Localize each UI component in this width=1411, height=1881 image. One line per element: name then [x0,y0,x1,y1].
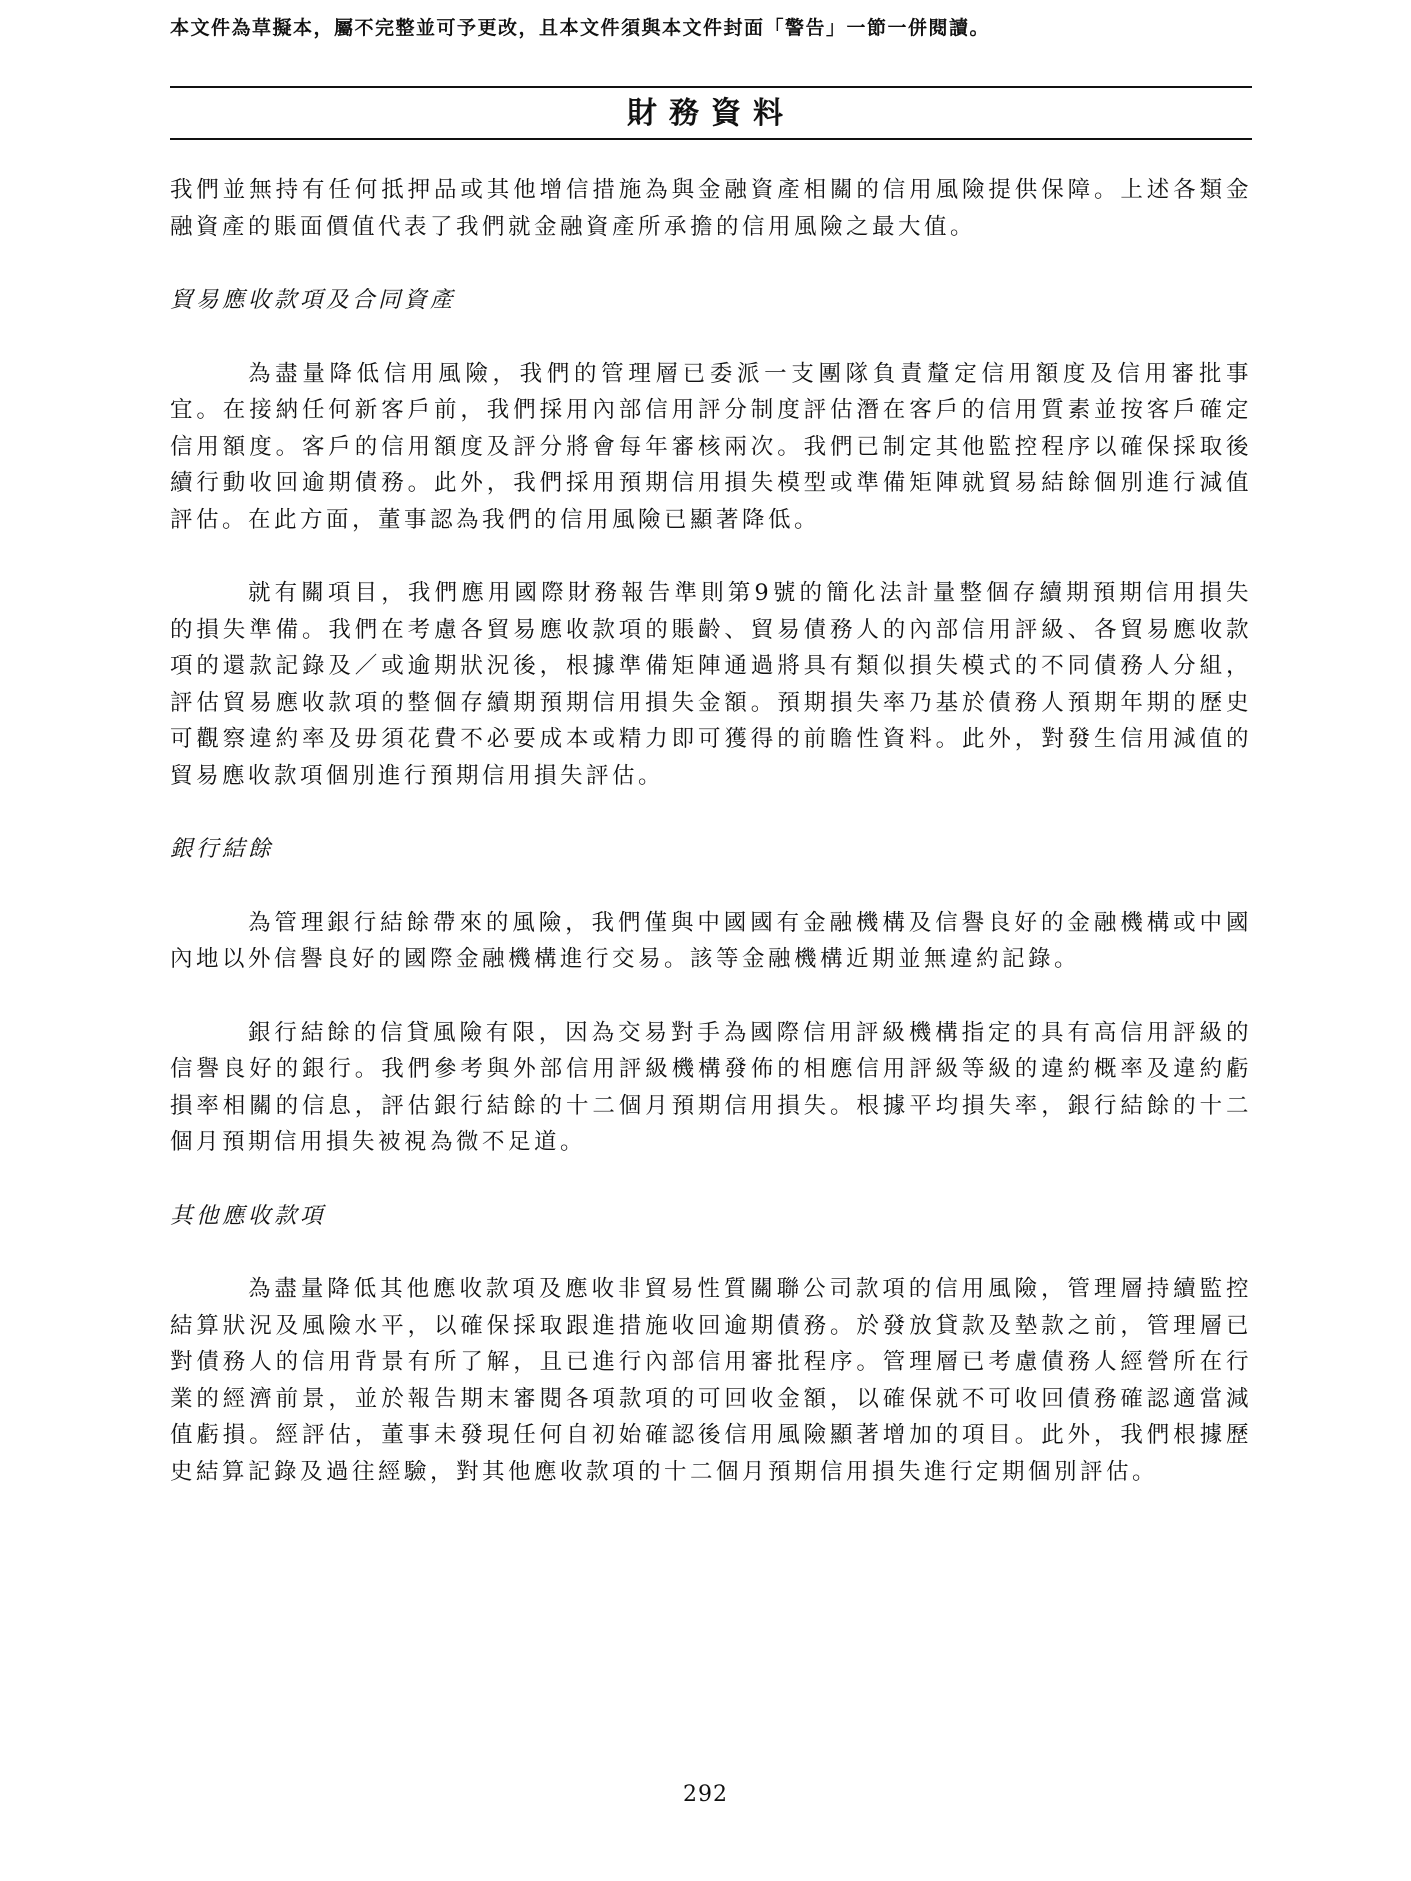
bank-balances-paragraph-2: 銀行結餘的信貸風險有限，因為交易對手為國際信用評級機構指定的具有高信用評級的信譽良好的銀行。我們參考與外部信用評級機構發佈的相應信用評級等級的違約概率及違約虧損率相關的信息，評估銀行結餘的十二個月預期信用損失。根據平均損失率，銀行結餘的十二個月預期信用損失被視為微不足道。 [170,1019,1252,1155]
trade-receivables-paragraph-2: 就有關項目，我們應用國際財務報告準則第9號的簡化法計量整個存續期預期信用損失的損失準備。我們在考慮各貿易應收款項的賬齡、貿易債務人的內部信用評級、各貿易應收款項的還款記錄及／或逾期狀況後，根據準備矩陣通過將具有類似損失模式的不同債務人分組，評估貿易應收款項的整個存續期預期信用損失金額。預期損失率乃基於債務人預期年期的歷史可觀察違約率及毋須花費不必要成本或精力即可獲得的前瞻性資料。此外，對發生信用減值的貿易應收款項個別進行預期信用損失評估。 [170,580,1252,789]
trade-receivables-paragraph-1: 為盡量降低信用風險，我們的管理層已委派一支團隊負責釐定信用額度及信用審批事宜。在接納任何新客戶前，我們採用內部信用評分制度評估潛在客戶的信用質素並按客戶確定信用額度。客戶的信用額度及評分將會每年審核兩次。我們已制定其他監控程序以確保採取後續行動收回逾期債務。此外，我們採用預期信用損失模型或準備矩陣就貿易結餘個別進行減值評估。在此方面，董事認為我們的信用風險已顯著降低。 [170,360,1252,533]
section-heading-bank-balances: 銀行結餘 [170,836,275,862]
title-rule-bottom [170,138,1252,140]
document-body [170,172,1252,1527]
bank-balances-paragraph-1: 為管理銀行結餘帶來的風險，我們僅與中國國有金融機構及信譽良好的金融機構或中國內地以外信譽良好的國際金融機構進行交易。該等金融機構近期並無違約記錄。 [170,909,1252,972]
other-receivables-paragraph-1: 為盡量降低其他應收款項及應收非貿易性質關聯公司款項的信用風險，管理層持續監控結算狀況及風險水平，以確保採取跟進措施收回逾期債務。於發放貸款及墊款之前，管理層已對債務人的信用背景有所了解，且已進行內部信用審批程序。管理層已考慮債務人經營所在行業的經濟前景，並於報告期末審閱各項款項的可回收金額，以確保就不可收回債務確認適當減值虧損。經評估，董事未發現任何自初始確認後信用風險顯著增加的項目。此外，我們根據歷史結算記錄及過往經驗，對其他應收款項的十二個月預期信用損失進行定期個別評估。 [170,1276,1252,1485]
page-number: 292 [683,1782,728,1807]
section-heading-other-receivables: 其他應收款項 [170,1202,327,1229]
draft-notice: 本文件為草擬本，屬不完整並可予更改，且本文件須與本文件封面「警告」一節一併閱讀。 [170,17,991,39]
page-title: 財務資料 [627,96,795,131]
intro-paragraph: 我們並無持有任何抵押品或其他增信措施為與金融資產相關的信用風險提供保障。上述各類金融資產的賬面價值代表了我們就金融資產所承擔的信用風險之最大值。 [170,177,1252,240]
section-heading-trade-receivables: 貿易應收款項及合同資產 [170,287,457,313]
title-rule-top [170,86,1252,88]
